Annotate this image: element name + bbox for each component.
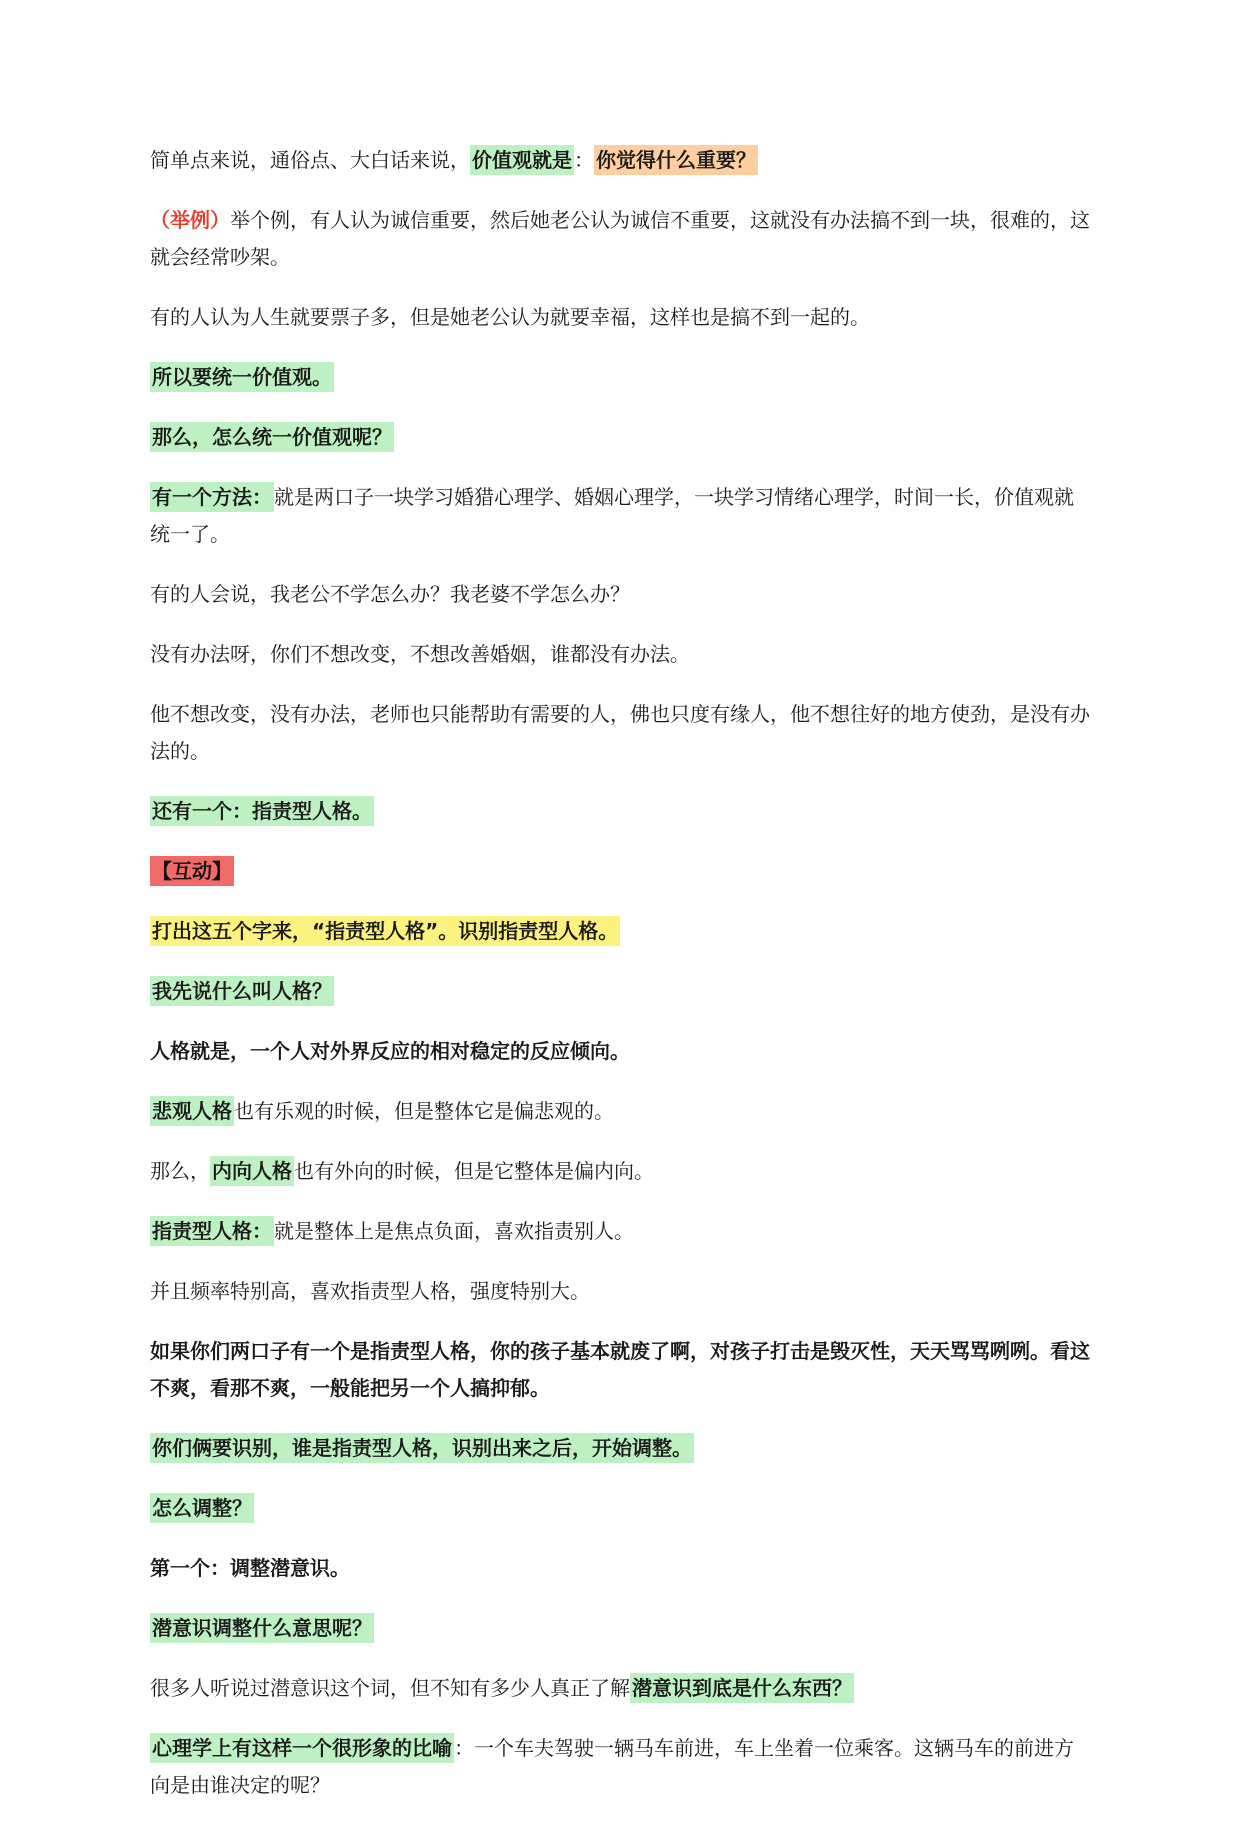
highlight-what-is-subconscious: 潜意识到底是什么东西？ xyxy=(630,1673,854,1703)
paragraph-9: 他不想改变，没有办法，老师也只能帮助有需要的人，佛也只度有缘人，他不想往好的地方使劲，是没有办法的。 xyxy=(150,702,1090,763)
document-body xyxy=(150,142,1090,1827)
paragraph-11 xyxy=(150,853,1090,890)
paragraph-4 xyxy=(150,359,1090,396)
paragraph-3: 有的人认为人生就要票子多，但是她老公认为就要幸福，这样也是搞不到一起的。 xyxy=(150,305,870,329)
text: 就是两口子一块学习婚猎心理学、婚姻心理学，一块学习情绪心理学，时间一长，价值观就统一了。 xyxy=(150,485,1074,546)
paragraph-6 xyxy=(150,479,1090,553)
highlight-introverted: 内向人格 xyxy=(210,1156,294,1186)
text: 很多人听说过潜意识这个词，但不知有多少人真正了解 xyxy=(150,1676,630,1700)
paragraph-24 xyxy=(150,1670,1090,1707)
text: 就是整体上是焦点负面，喜欢指责别人。 xyxy=(274,1219,634,1243)
text: 举个例，有人认为诚信重要，然后她老公认为诚信不重要，这就没有办法搞不到一块，很难的，这就会经常吵架。 xyxy=(150,208,1090,269)
paragraph-1 xyxy=(150,142,1090,179)
text: 也有乐观的时候，但是整体它是偏悲观的。 xyxy=(234,1099,614,1123)
paragraph-13 xyxy=(150,973,1090,1010)
paragraph-18: 并且频率特别高，喜欢指责型人格，强度特别大。 xyxy=(150,1279,590,1303)
paragraph-5 xyxy=(150,419,1090,456)
paragraph-8: 没有办法呀，你们不想改变，不想改善婚姻，谁都没有办法。 xyxy=(150,642,690,666)
highlight-how-adjust: 怎么调整？ xyxy=(150,1493,254,1523)
highlight-what-matters: 你觉得什么重要？ xyxy=(594,145,758,175)
highlight-pessimistic: 悲观人格 xyxy=(150,1096,234,1126)
paragraph-22: 第一个：调整潜意识。 xyxy=(150,1556,350,1580)
paragraph-14: 人格就是，一个人对外界反应的相对稳定的反应倾向。 xyxy=(150,1039,630,1063)
highlight-subconscious-meaning: 潜意识调整什么意思呢？ xyxy=(150,1613,374,1643)
paragraph-12 xyxy=(150,913,1090,950)
paragraph-23 xyxy=(150,1610,1090,1647)
text: 那么， xyxy=(150,1159,210,1183)
paragraph-25 xyxy=(150,1730,1090,1804)
paragraph-20 xyxy=(150,1430,1090,1467)
paragraph-2 xyxy=(150,202,1090,276)
paragraph-16 xyxy=(150,1153,1090,1190)
paragraph-15 xyxy=(150,1093,1090,1130)
text: 也有外向的时候，但是它整体是偏内向。 xyxy=(294,1159,654,1183)
paragraph-17 xyxy=(150,1213,1090,1250)
highlight-what-is-personality: 我先说什么叫人格？ xyxy=(150,976,334,1006)
highlight-blaming-personality: 还有一个：指责型人格。 xyxy=(150,796,374,826)
paragraph-7: 有的人会说，我老公不学怎么办？我老婆不学怎么办？ xyxy=(150,582,630,606)
highlight-identify: 你们俩要识别，谁是指责型人格，识别出来之后，开始调整。 xyxy=(150,1433,694,1463)
highlight-how-unify: 那么，怎么统一价值观呢？ xyxy=(150,422,394,452)
highlight-unify-values: 所以要统一价值观。 xyxy=(150,362,334,392)
highlight-blaming-definition: 指责型人格： xyxy=(150,1216,274,1246)
highlight-type-five-chars: 打出这五个字来，“指责型人格”。识别指责型人格。 xyxy=(150,916,620,946)
paragraph-19: 如果你们两口子有一个是指责型人格，你的孩子基本就废了啊，对孩子打击是毁灭性，天天骂骂咧咧。看这不爽，看那不爽，一般能把另一个人搞抑郁。 xyxy=(150,1339,1090,1400)
paragraph-10 xyxy=(150,793,1090,830)
text: 简单点来说，通俗点、大白话来说， xyxy=(150,148,470,172)
text: ：一个车夫驾驶一辆马车前进，车上坐着一位乘客。这辆马车的前进方向是由谁决定的呢？ xyxy=(150,1736,1074,1797)
example-tag: （举例） xyxy=(150,208,230,232)
highlight-metaphor: 心理学上有这样一个很形象的比喻 xyxy=(150,1733,454,1763)
highlight-one-method: 有一个方法： xyxy=(150,482,274,512)
text: ： xyxy=(574,148,594,172)
paragraph-21 xyxy=(150,1490,1090,1527)
highlight-values-definition: 价值观就是 xyxy=(470,145,574,175)
interaction-tag: 【互动】 xyxy=(150,856,234,886)
